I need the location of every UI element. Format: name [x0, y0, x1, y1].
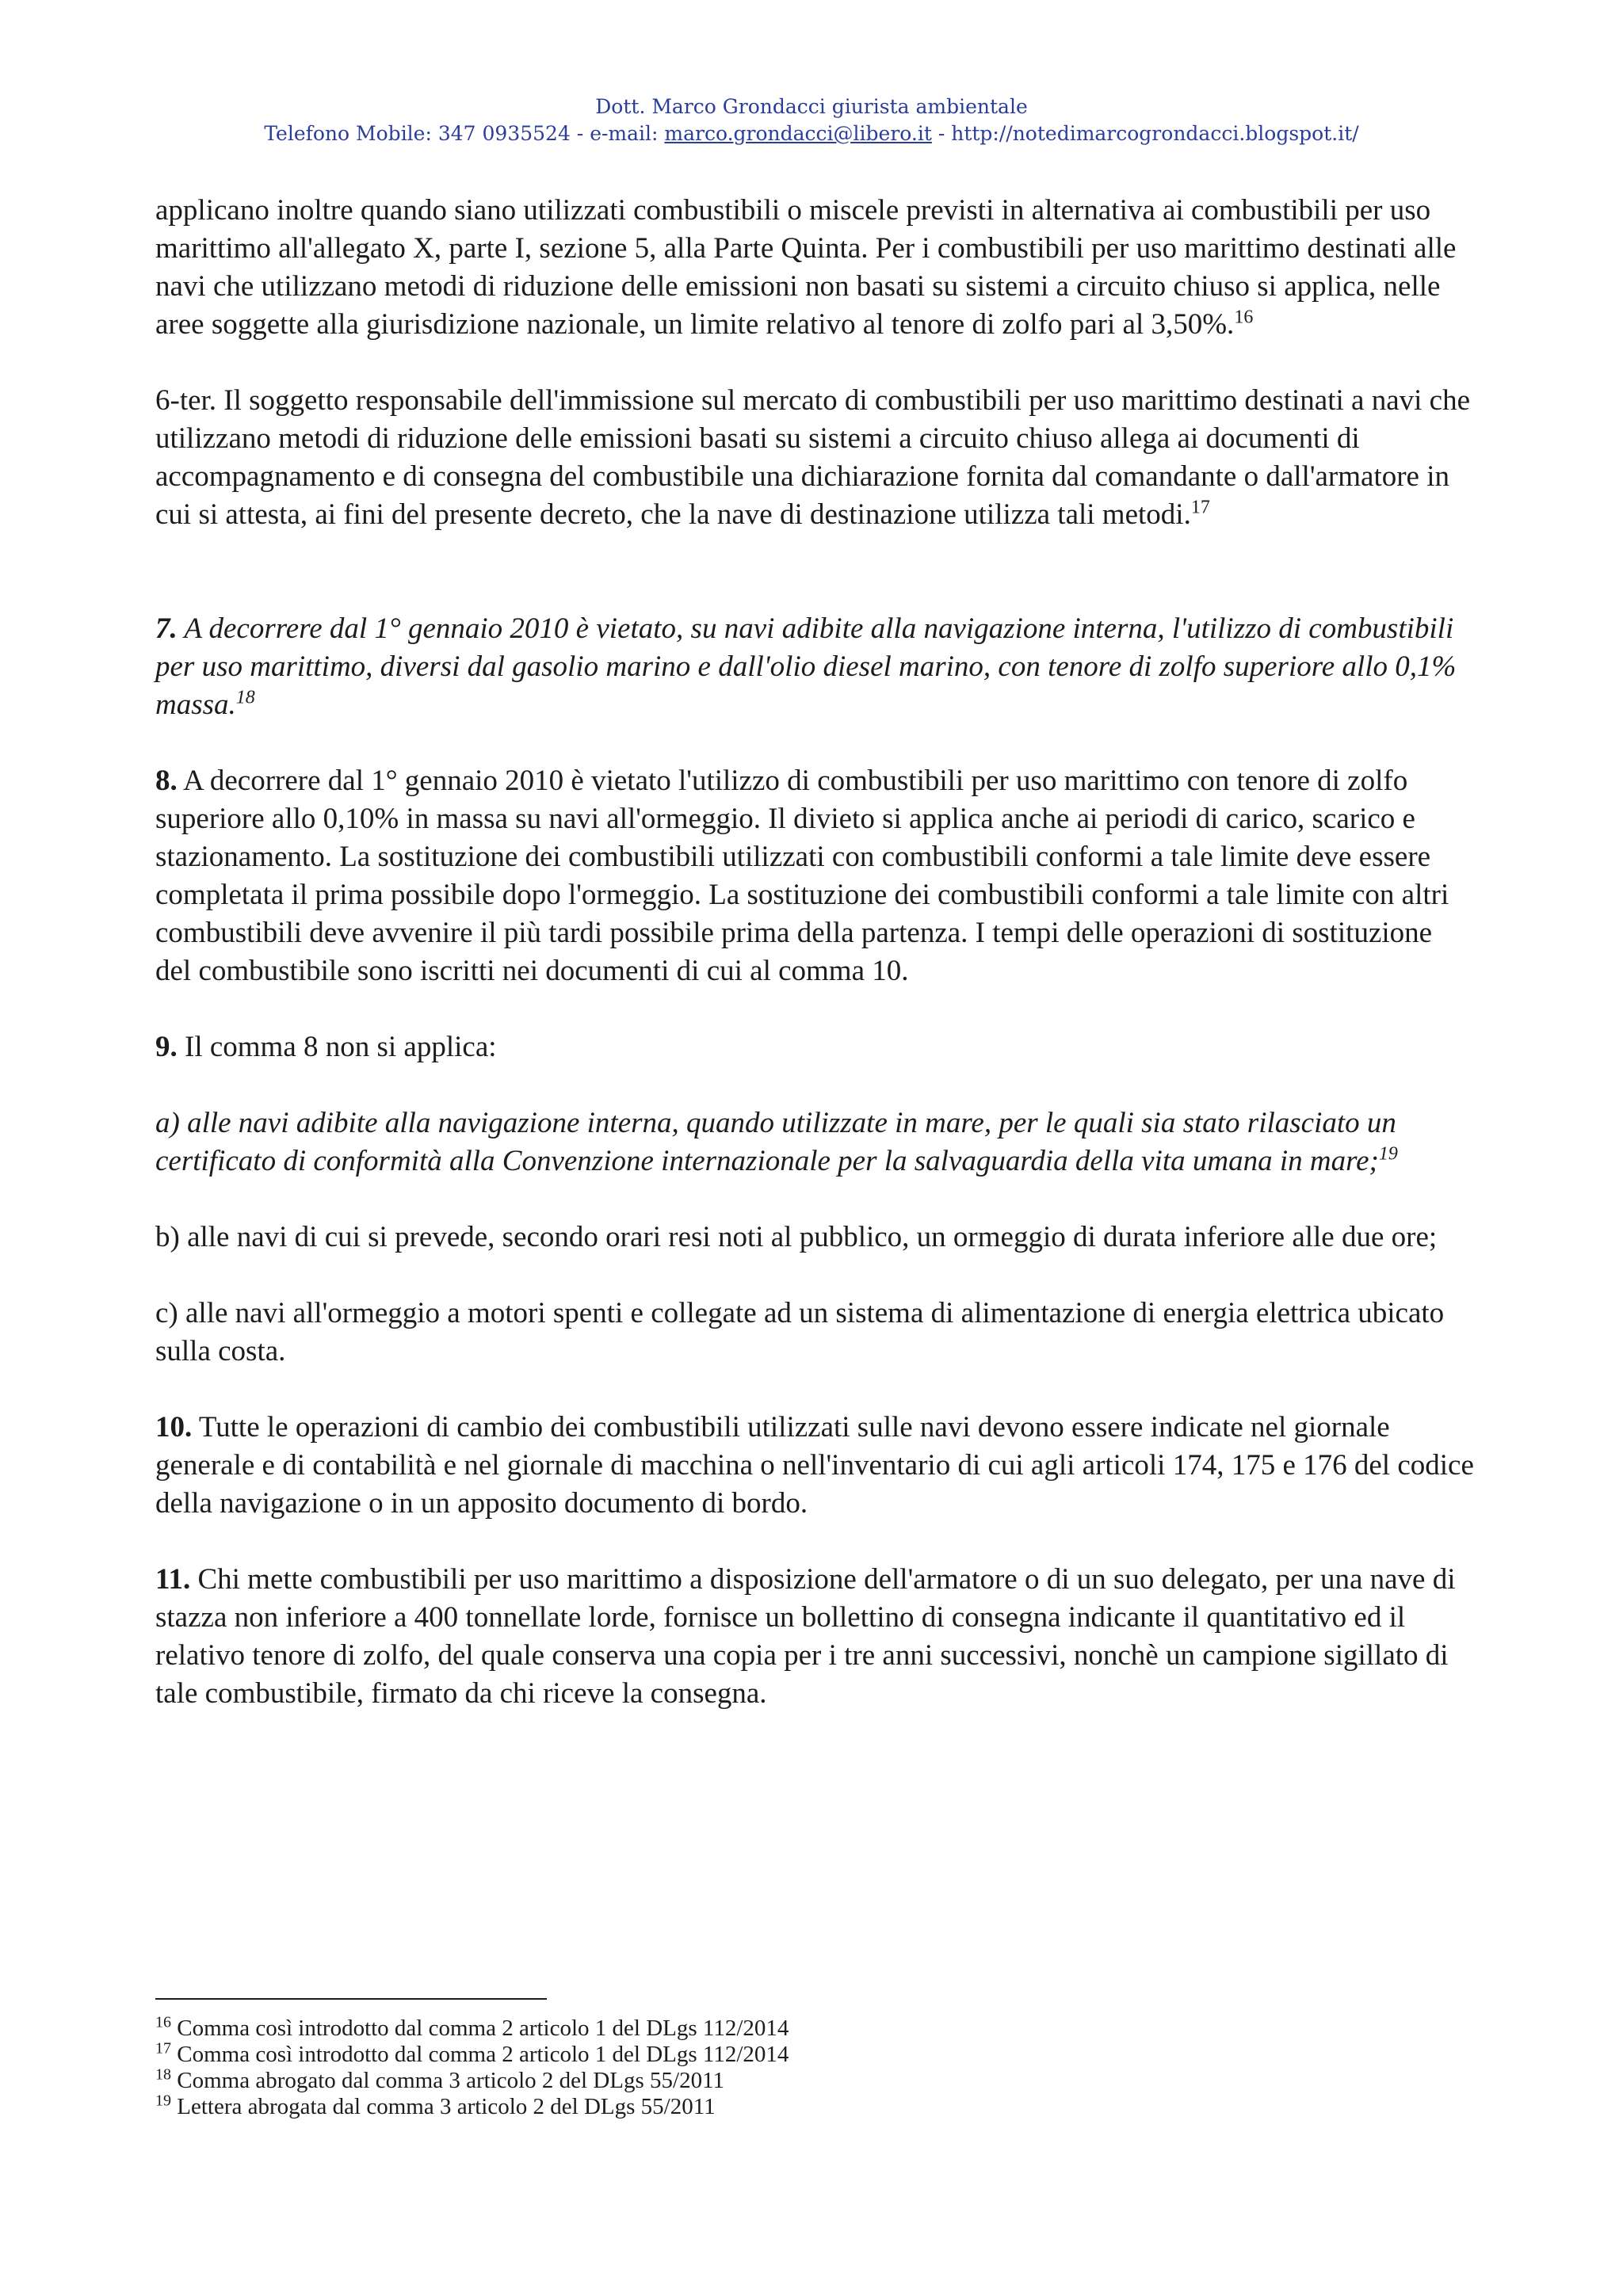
paragraph-9-letter-b — [155, 1219, 1474, 1257]
footnote-16 — [155, 2013, 1265, 2042]
header-author: Dott. Marco Grondacci giurista ambientale — [595, 95, 1028, 118]
footnote-number: 19 — [155, 2092, 171, 2110]
paragraph-9-letter-c — [155, 1295, 1474, 1371]
paragraph-text: Tutte le operazioni di cambio dei combustibili utilizzati sulle navi devono essere indicate nel giornale generale e di contabilità e nel giornale di macchina o nell'inventario di cui agli articoli 174, 175 e 176 del codice della navigazione o in un apposito documento di bordo. — [155, 1411, 1474, 1520]
footnote-ref[interactable]: 18 — [235, 687, 255, 708]
footnote-text: Comma così introdotto dal comma 2 articolo 1 del DLgs 112/2014 — [171, 2042, 789, 2067]
footnote-number: 16 — [155, 2013, 171, 2031]
paragraph-6bis-continued — [155, 192, 1474, 344]
header-separator: - — [931, 122, 952, 145]
paragraph-text: a) alle navi adibite alla navigazione interna, quando utilizzate in mare, per le quali sia stato rilasciato un certificato di conformità alla Convenzione internazionale per la salvaguardia della vita umana in mare; — [155, 1107, 1396, 1177]
header-phone: Telefono Mobile: 347 0935524 - e-mail: — [264, 122, 665, 145]
footnote-separator — [155, 1998, 547, 2000]
paragraph-text: applicano inoltre quando siano utilizzati combustibili o miscele previsti in alternativa ai combustibili per uso marittimo all'allegato X, parte I, sezione 5, alla Parte Quinta. Per i combustibili per uso marittimo destinati alle navi che utilizzano metodi di riduzione delle emissioni non basati su sistemi a circuito chiuso si applica, nelle aree soggette alla giurisdizione nazionale, un limite relativo al tenore di zolfo pari al 3,50%. — [155, 194, 1457, 341]
paragraph-number: 8. — [155, 765, 178, 797]
header-contacts — [0, 120, 1623, 147]
paragraph-text: A decorrere dal 1° gennaio 2010 è vietato, su navi adibite alla navigazione interna, l'utilizzo di combustibili per uso marittimo, diversi dal gasolio marino e dall'olio diesel marino, con tenore di zolfo superiore allo 0,1% massa. — [155, 612, 1457, 721]
footnote-text: Comma abrogato dal comma 3 articolo 2 del DLgs 55/2011 — [171, 2068, 724, 2093]
paragraph-text: c) alle navi all'ormeggio a motori spenti e collegate ad un sistema di alimentazione di energia elettrica ubicato sulla costa. — [155, 1297, 1445, 1367]
footnote-17 — [155, 2039, 1265, 2068]
paragraph-7 — [155, 610, 1474, 724]
footnote-text: Lettera abrogata dal comma 3 articolo 2 del DLgs 55/2011 — [171, 2094, 716, 2119]
footnote-number: 18 — [155, 2065, 171, 2084]
paragraph-9-letter-a — [155, 1104, 1474, 1180]
footnotes — [155, 2013, 1265, 2120]
footnote-text: Comma così introdotto dal comma 2 articolo 1 del DLgs 112/2014 — [171, 2016, 789, 2041]
paragraph-text: 6-ter. Il soggetto responsabile dell'immissione sul mercato di combustibili per uso marittimo destinati a navi che utilizzano metodi di riduzione delle emissioni basati su sistemi a circuito chiuso allega ai documenti di accompagnamento e di consegna del combustibile una dichiarazione fornita dal comandante o dall'armatore in cui si attesta, ai fini del presente decreto, che la nave di destinazione utilizza tali metodi. — [155, 384, 1471, 531]
paragraph-number: 10. — [155, 1411, 193, 1444]
paragraph-text: b) alle navi di cui si prevede, secondo orari resi noti al pubblico, un ormeggio di durata inferiore alle due ore; — [155, 1221, 1438, 1253]
paragraph-text: A decorrere dal 1° gennaio 2010 è vietato l'utilizzo di combustibili per uso marittimo con tenore di zolfo superiore allo 0,10% in massa su navi all'ormeggio. Il divieto si applica anche ai periodi di carico, scarico e stazionamento. La sostituzione dei combustibili utilizzati con combustibili conformi a tale limite deve essere completata il prima possibile dopo l'ormeggio. La sostituzione dei combustibili conformi a tale limite con altri combustibili deve avvenire il più tardi possibile prima della partenza. I tempi delle operazioni di sostituzione del combustibile sono iscritti nei documenti di cui al comma 10. — [155, 765, 1449, 987]
paragraph-number: 7. — [155, 612, 178, 645]
footnote-number: 17 — [155, 2039, 171, 2058]
paragraph-11 — [155, 1561, 1474, 1713]
paragraph-number: 11. — [155, 1563, 191, 1596]
document-body — [155, 192, 1474, 1713]
footnote-ref[interactable]: 19 — [1378, 1143, 1398, 1165]
footnote-19 — [155, 2094, 1265, 2120]
paragraph-10 — [155, 1409, 1474, 1523]
footnote-18 — [155, 2065, 1265, 2094]
header-blog-link[interactable]: http://notedimarcogrondacci.blogspot.it/ — [951, 122, 1359, 145]
paragraph-number: 9. — [155, 1031, 178, 1063]
footnote-ref[interactable]: 17 — [1190, 497, 1210, 518]
paragraph-8 — [155, 762, 1474, 990]
footnote-ref[interactable]: 16 — [1234, 307, 1254, 328]
paragraph-9 — [155, 1028, 1474, 1066]
paragraph-text: Chi mette combustibili per uso marittimo a disposizione dell'armatore o di un suo delegato, per una nave di stazza non inferiore a 400 tonnellate lorde, fornisce un bollettino di consegna indicante il quantitativo ed il relativo tenore di zolfo, del quale conserva una copia per i tre anni successivi, nonchè un campione sigillato di tale combustibile, firmato da chi riceve la consegna. — [155, 1563, 1456, 1710]
paragraph-text: Il comma 8 non si applica: — [177, 1031, 497, 1063]
header-email-link[interactable]: marco.grondacci@libero.it — [664, 122, 932, 145]
paragraph-6ter — [155, 382, 1474, 534]
page-header — [0, 93, 1623, 147]
